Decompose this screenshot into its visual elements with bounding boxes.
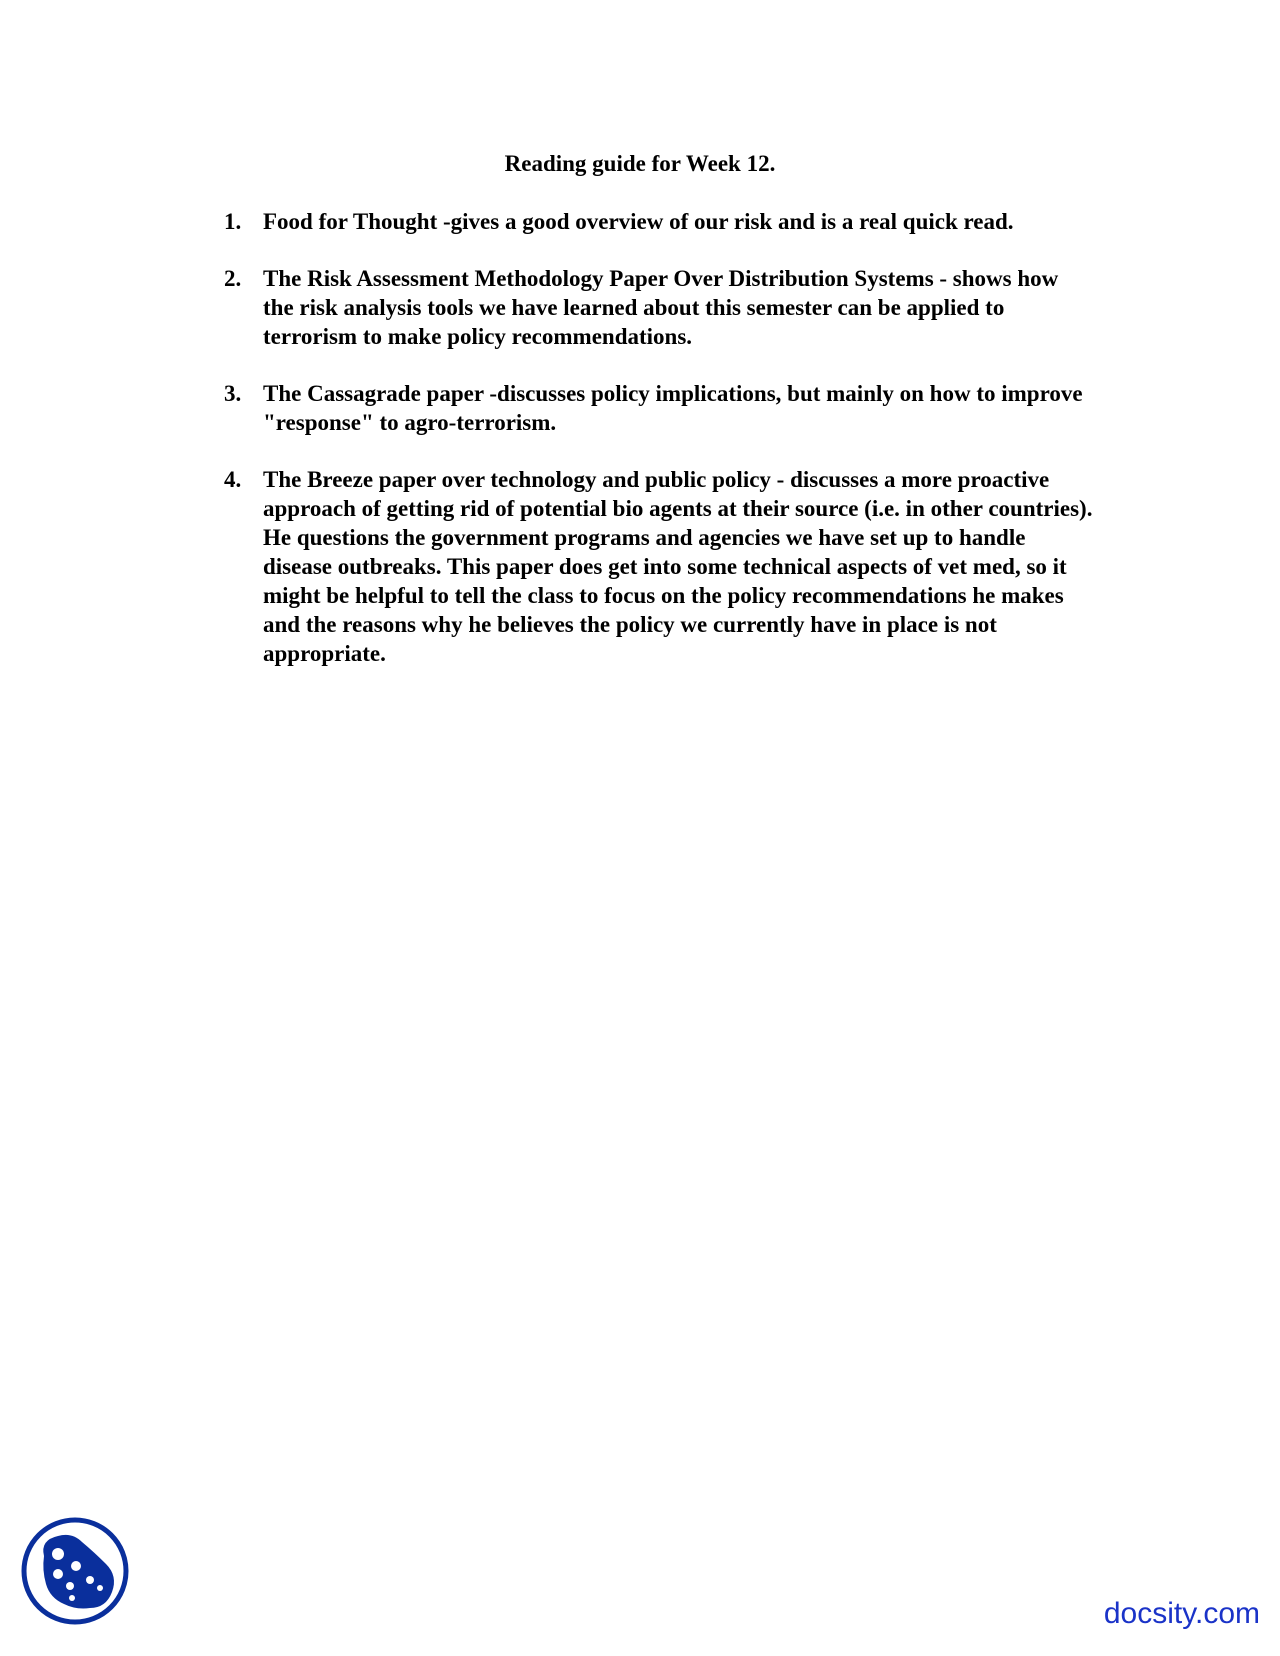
list-item [224,207,1094,236]
item-text: The Risk Assessment Methodology Paper Over Distribution Systems - shows how the risk analysis tools we have learned about this semester can be applied to terrorism to make policy recommendations. [263,266,1059,349]
item-text: The Cassagrade paper -discusses policy implications, but mainly on how to improve "response" to agro-terrorism. [263,381,1083,435]
item-text: Food for Thought -gives a good overview of our risk and is a real quick read. [263,209,1014,234]
item-number: 1. [224,209,242,234]
docsity-link[interactable]: docsity.com [1103,1597,1260,1630]
docsity-logo-icon[interactable] [20,1516,130,1626]
document-title: Reading guide for Week 12. [504,151,776,176]
item-number: 2. [224,266,242,291]
reading-list [224,207,1094,696]
item-number: 4. [224,467,242,492]
item-number: 3. [224,381,242,406]
docsity-logo-graphic [20,1516,130,1626]
item-text: The Breeze paper over technology and public policy - discusses a more proactive approach of getting rid of potential bio agents at their source (i.e. in other countries). He questions the government programs and agencies we have set up to handle disease outbreaks. This paper does get into some technical aspects of vet med, so it might be helpful to tell the class to focus on the policy recommendations he makes and the reasons why he believes the policy we currently have in place is not appropriate. [263,467,1093,666]
list-item [224,465,1094,668]
list-item [224,264,1094,351]
list-item [224,379,1094,437]
